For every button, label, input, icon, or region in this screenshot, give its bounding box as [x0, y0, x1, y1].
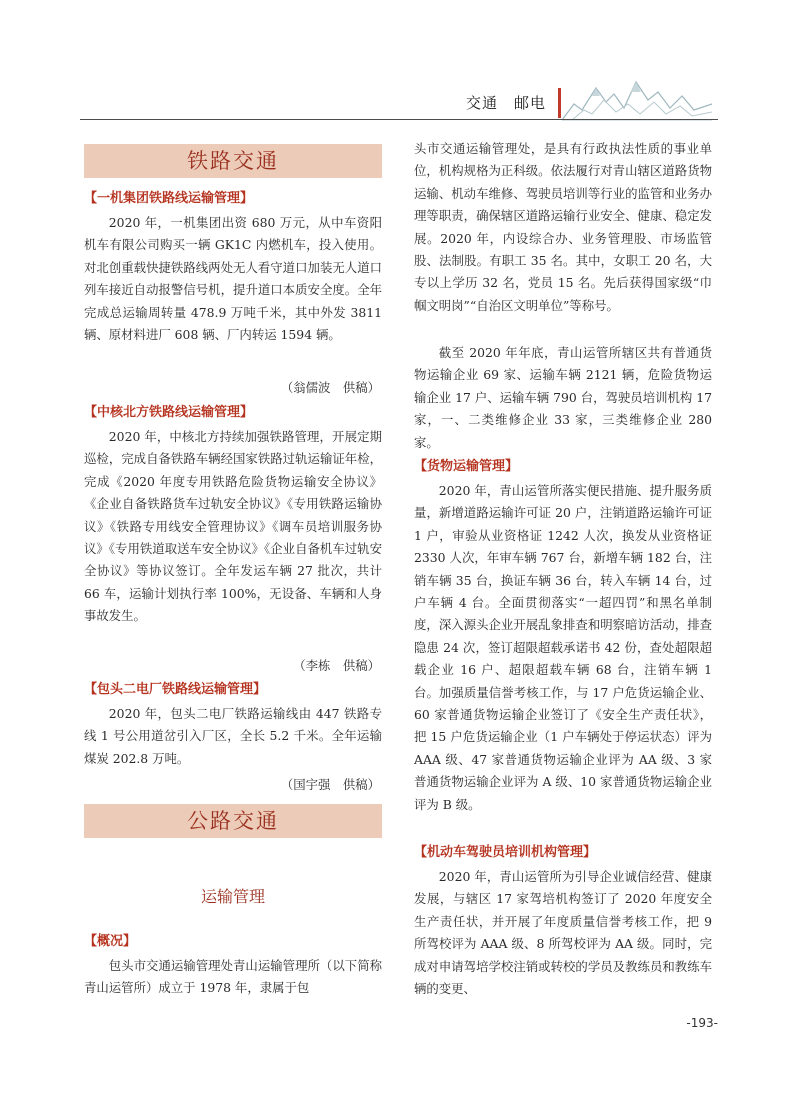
section-banner-railway: 铁路交通	[84, 144, 382, 178]
running-header-title: 交通 邮电	[466, 94, 547, 112]
header-rule	[80, 119, 718, 120]
article-body-overview-continued: 头市交通运输管理处，是具有行政执法性质的事业单位，机构规格为正科级。依法履行对青山辖区道路货物运输、机动车维修、驾驶员培训等行业的监管和业务办理等职责，确保辖区道路运输行业安全、健康、稳定发展。2020 年，内设综合办、业务管理股、市场监管股、法制股。有职工 35 名。其中，女职工 20 名，大专以上学历 32 名，党员 15 名。先后获得国家级“巾帼文明岗”“自治区文明单位”等称号。	[414, 141, 712, 313]
article-credit-zhonghe: （李栋 供稿）	[293, 658, 380, 673]
article-body-freight: 2020 年，青山运管所落实便民措施、提升服务质量，新增道路运输许可证 20 户，注销道路运输许可证 1 户，审验从业资格证 1242 人次，换发从业资格证 2330 人次，年审车辆 767 台，新增车辆 182 台，注销车辆 35 台，换证车辆 36 台，转入车辆 14 台，过户车辆 4 台。全面贯彻落实“一超四罚”和黑名单制度，深入源头企业开展乱象排查和明察暗访活动，排查隐患 24 次，签订超限超载承诺书 42 份，查处超限超载企业 16 户、超限超载车辆 68 台，注销车辆 1 台。加强质量信誉考核工作，与 17 户危货运输企业、60 家普通货物运输企业签订了《安全生产责任状》，把 15 户危货运输企业（1 户车辆处于停运状态）评为 AAA 级、47 家普通货物运输企业评为 AA 级、3 家普通货物运输企业评为 A 级、10 家普通货物运输企业评为 B 级。	[414, 483, 712, 812]
article-title-yiji: 【一机集团铁路线运输管理】	[84, 191, 254, 206]
mountain-decoration-icon	[562, 74, 712, 122]
article-credit-yiji: （翁儒波 供稿）	[280, 380, 380, 395]
article-title-erdianchang: 【包头二电厂铁路线运输管理】	[84, 682, 267, 697]
subsection-heading-transport: 运输管理	[200, 887, 265, 906]
header-accent-bar	[558, 88, 561, 118]
article-title-zhonghe: 【中核北方铁路线运输管理】	[84, 405, 254, 420]
article-title-driver-training: 【机动车驾驶员培训机构管理】	[414, 845, 597, 860]
article-body-erdianchang: 2020 年，包头二电厂铁路运输线由 447 铁路专线 1 号公用道岔引入厂区，全长 5.2 千米。全年运输煤炭 202.8 万吨。	[84, 706, 382, 766]
article-title-freight: 【货物运输管理】	[414, 459, 519, 474]
article-body-zhonghe: 2020 年，中核北方持续加强铁路管理，开展定期巡检，完成自备铁路车辆经国家铁路过轨运输证年检，完成《2020 年度专用铁路危险货物运输安全协议》《企业自备铁路货车过轨安全协议》《专用铁路运输协议》《铁路专用线安全管理协议》《调车员培训服务协议》《专用铁道取送车安全协议》《企业自备机车过轨安全协议》等协议签订。全年发运车辆 27 批次，共计 66 车，运输计划执行率 100%，无设备、车辆和人身事故发生。	[84, 429, 382, 624]
page-number: -193-	[686, 1016, 718, 1030]
article-title-overview: 【概况】	[84, 934, 137, 949]
article-body-overview-p2: 截至 2020 年年底，青山运管所辖区共有普通货物运输企业 69 家、运输车辆 2121 辆，危险货物运输企业 17 户、运输车辆 790 台，驾驶员培训机构 17 家，一、二类维修企业 33 家，三类维修企业 280 家。	[414, 345, 712, 450]
section-banner-highway: 公路交通	[84, 804, 382, 838]
article-body-driver-training: 2020 年，青山运管所为引导企业诚信经营、健康发展，与辖区 17 家驾培机构签订了 2020 年度安全生产责任状，并开展了年度质量信誉考核工作，把 9 所驾校评为 AAA 级、8 所驾校评为 AA 级。同时，完成对申请驾培学校注销或转校的学员及教练员和教练车辆的变更、	[414, 869, 712, 997]
article-credit-erdianchang: （国宇强 供稿）	[280, 777, 380, 792]
article-body-yiji: 2020 年，一机集团出资 680 万元，从中车资阳机车有限公司购买一辆 GK1C 内燃机车，投入使用。对北创重载快捷铁路线两处无人看守道口加装无人道口列车接近自动报警信号机，提升道口本质安全度。全年完成总运输周转量 478.9 万吨千米，其中外发 3811 辆、原材料进厂 608 辆、厂内转运 1594 辆。	[84, 215, 382, 343]
article-body-overview: 包头市交通运输管理处青山运输管理所（以下简称青山运管所）成立于 1978 年，隶属于包	[84, 958, 382, 996]
